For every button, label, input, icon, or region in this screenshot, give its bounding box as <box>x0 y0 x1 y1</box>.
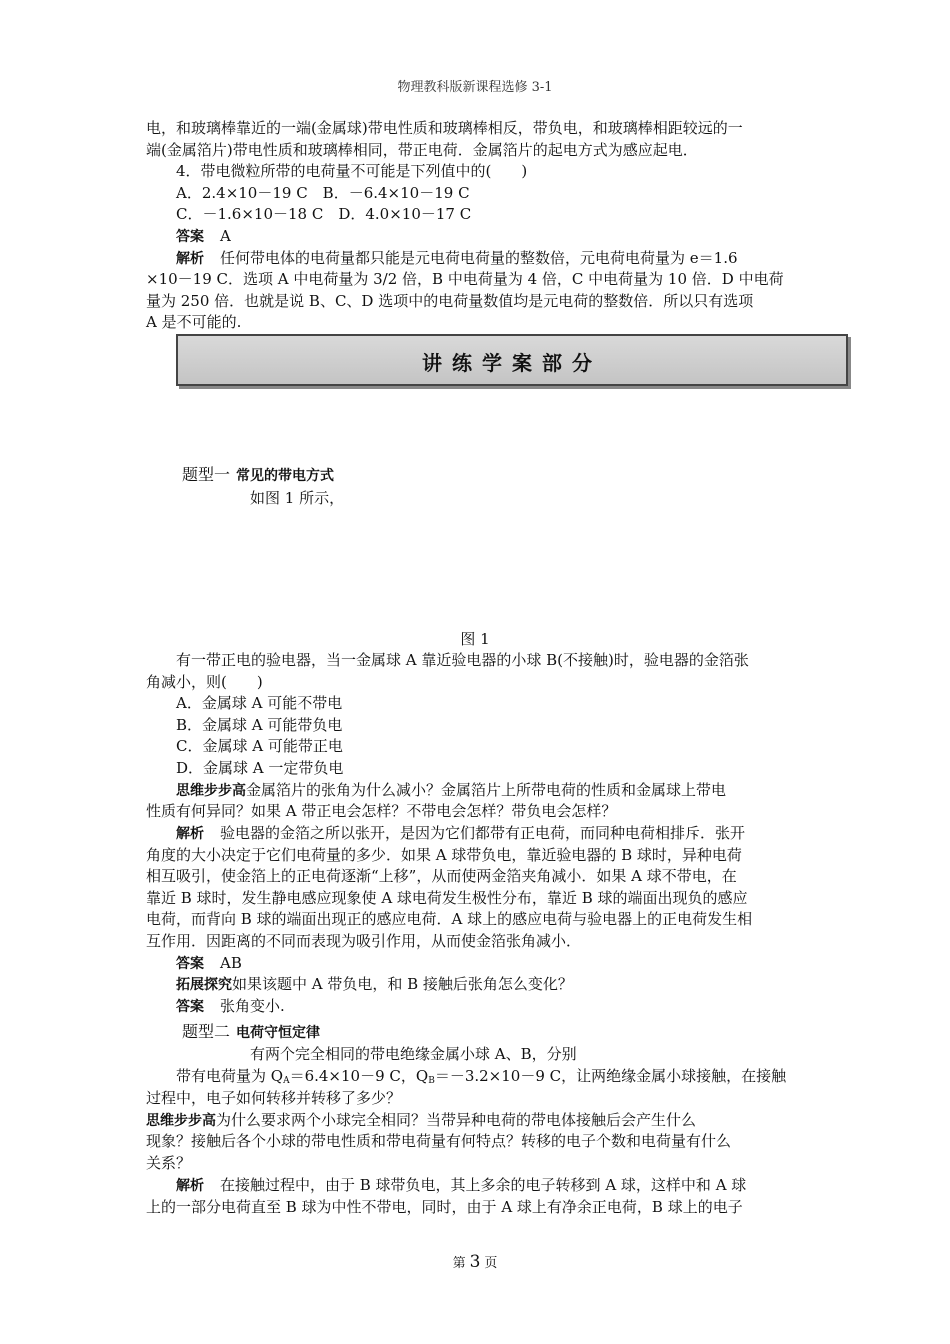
type2-analysis-line-1: 解析 在接触过程中，由于 B 球带负电，其上多余的电子转移到 A 球，这样中和 A 球 <box>176 1176 747 1194</box>
type1-answer <box>176 953 810 975</box>
q4-options-cd: C．－1.6×10－18 C D．4.0×10－17 C <box>176 205 472 223</box>
answer-label: 答案 <box>176 229 204 245</box>
running-header: 物理教科版新课程选修 3-1 <box>397 80 553 95</box>
type1-explore-answer: 答案 张角变小. <box>176 997 285 1015</box>
figure-caption: 图 1 <box>460 630 490 648</box>
think-label: 思维步步高 <box>176 783 246 799</box>
type1-analysis-line-6: 互作用．因距离的不同而表现为吸引作用，从而使金箔张角减小． <box>146 932 582 950</box>
type1-heading <box>182 462 334 485</box>
type2-stem-line-2: 过程中，电子如何转移并转移了多少？ <box>146 1089 402 1107</box>
answer-label: 答案 <box>176 956 204 972</box>
type1-think-line-1: 思维步步高金属箔片的张角为什么减小？金属箔片上所带电荷的性质和金属球上带电 <box>176 781 727 799</box>
answer-label: 答案 <box>176 999 204 1015</box>
type2-heading <box>182 1019 320 1042</box>
intro-line-2: 端(金属箔片)带电性质和玻璃棒相同，带正电荷．金属箔片的起电方式为感应起电． <box>146 141 698 159</box>
type2-think-line-3: 关系？ <box>146 1154 192 1172</box>
type2-stem-line-1: 带有电荷量为 $Q_A=6.4\times 10-9$ C，$Q_B=-3.2\times 10-9$ C，让两绝缘金属小球接触，在接触 <box>176 1067 787 1086</box>
think-label: 思维步步高 <box>146 1113 216 1129</box>
analysis-label: 解析 <box>176 1178 204 1194</box>
q4-analysis-line-1: 解析 任何带电体的电荷量都只能是元电荷电荷量的整数倍，元电荷电荷量为 e＝1.6 <box>176 249 738 267</box>
type1-stem-line-2: 角减小，则( ) <box>146 673 263 691</box>
type1-analysis-line-2: 角度的大小决定于它们电荷量的多少．如果 A 球带负电，靠近验电器的 B 球时，异种电荷 <box>146 846 742 864</box>
type2-analysis-line-2: 上的一部分电荷直至 B 球为中性不带电，同时，由于 A 球上有净余正电荷，B 球上的电子 <box>146 1198 743 1216</box>
type2-label: 题型二 <box>182 1022 231 1041</box>
q4-stem: 4．带电微粒所带的电荷量不可能是下列值中的( ) <box>176 162 528 180</box>
analysis-label: 解析 <box>176 251 204 267</box>
type2-intro: 有两个完全相同的带电绝缘金属小球 A、B，分别 <box>250 1045 577 1063</box>
section-banner <box>176 334 848 386</box>
q4-analysis-line-2: ×10－19 C．选项 A 中电荷量为 3/2 倍，B 中电荷量为 4 倍，C 中电荷量为 10 倍．D 中电荷 <box>146 270 784 288</box>
type1-analysis-line-4: 靠近 B 球时，发生静电感应现象使 A 球电荷发生极性分布，靠近 B 球的端面出现负的感应 <box>146 889 748 907</box>
q4-answer <box>176 226 810 248</box>
answer-value: AB <box>220 954 242 972</box>
explore-label: 拓展探究 <box>176 977 232 993</box>
type1-analysis-line-3: 相互吸引，使金箔上的正电荷逐渐“上移”，从而使两金箔夹角减小．如果 A 球不带电，在 <box>146 867 737 885</box>
page-footer: 第 3 页 <box>452 1252 498 1272</box>
type1-label: 题型一 <box>182 465 231 484</box>
section-banner-title: 讲练学案部分 <box>422 351 602 375</box>
analysis-label: 解析 <box>176 826 204 842</box>
intro-line-1: 电，和玻璃棒靠近的一端(金属球)带电性质和玻璃棒相反，带负电，和玻璃棒相距较远的一 <box>146 119 743 137</box>
type1-option-b: B．金属球 A 可能带负电 <box>176 716 343 734</box>
type1-think-line-2: 性质有何异同？如果 A 带正电会怎样？不带电会怎样？带负电会怎样？ <box>146 802 617 820</box>
q4-options-ab: A．2.4×10－19 C B．－6.4×10－19 C <box>176 184 470 202</box>
type1-option-d: D．金属球 A 一定带负电 <box>176 759 344 777</box>
type2-name: 电荷守恒定律 <box>236 1025 321 1041</box>
type1-stem-line-1: 有一带正电的验电器，当一金属球 A 靠近验电器的小球 B(不接触)时，验电器的金箔张 <box>176 651 749 669</box>
type1-analysis-line-1: 解析 验电器的金箔之所以张开，是因为它们都带有正电荷，而同种电荷相排斥．张开 <box>176 824 746 842</box>
page-number: 3 <box>469 1252 481 1272</box>
type2-think-line-2: 现象？接触后各个小球的带电性质和带电荷量有何特点？转移的电子个数和电荷量有什么 <box>146 1132 732 1150</box>
type2-think-line-1: 思维步步高为什么要求两个小球完全相同？当带异种电荷的带电体接触后会产生什么 <box>146 1111 697 1129</box>
type1-name: 常见的带电方式 <box>236 468 335 484</box>
answer-value: A <box>220 227 231 245</box>
q4-analysis-line-4: A 是不可能的. <box>146 313 242 331</box>
type1-intro: 如图 1 所示， <box>250 489 345 507</box>
type1-explore: 拓展探究如果该题中 A 带负电，和 B 接触后张角怎么变化？ <box>176 975 573 993</box>
type1-option-a: A．金属球 A 可能不带电 <box>176 694 343 712</box>
type1-analysis-line-5: 电荷，而背向 B 球的端面出现正的感应电荷．A 球上的感应电荷与验电器上的正电荷发生相 <box>146 910 753 928</box>
type1-option-c: C．金属球 A 可能带正电 <box>176 737 343 755</box>
q4-analysis-line-3: 量为 250 倍．也就是说 B、C、D 选项中的电荷量数值均是元电荷的整数倍．所以只有选项 <box>146 292 754 310</box>
